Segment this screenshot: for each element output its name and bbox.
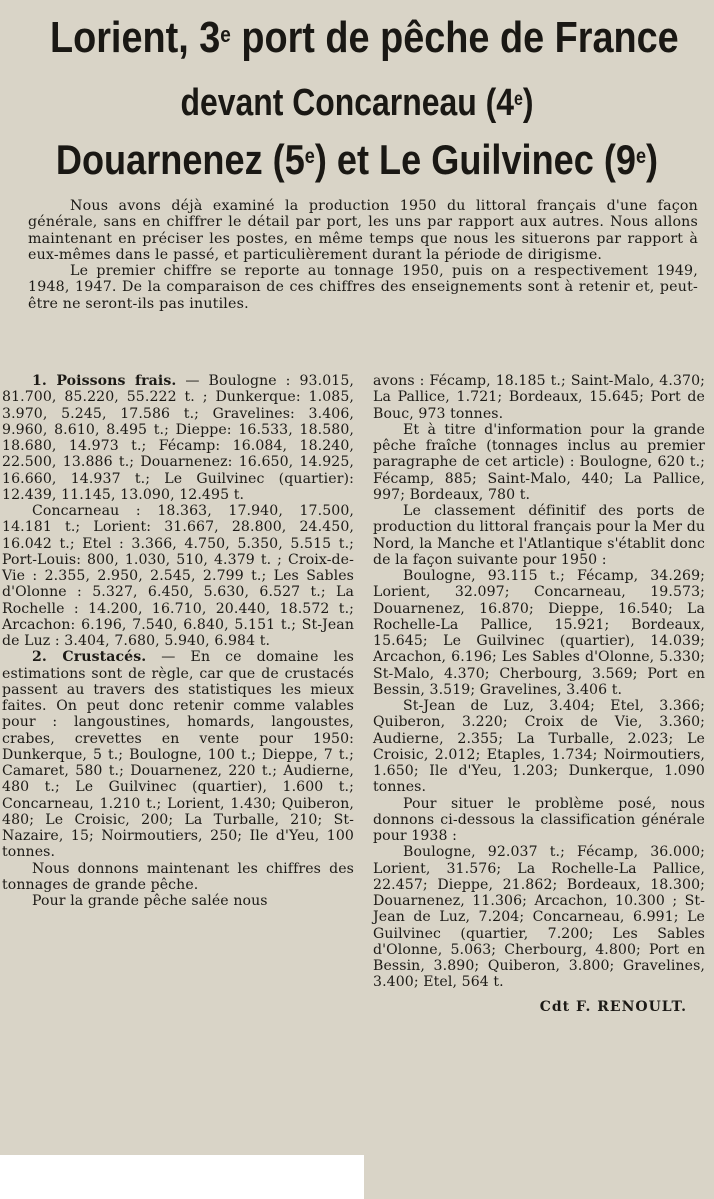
article-column-left [2,373,354,909]
paragraph-concarneau: Concarneau : 18.363, 17.940, 17.500, 14.181 t.; Lorient: 31.667, 28.800, 24.450, 16.042 t.; Etel : 3.366, 4.750, 5.350, 5.515 t.; Port-Louis: 800, 1.030, 510, 4.379 t. ; Croix-de-Vie : 2.355, 2.950, 2.545, 2.799 t.; Les Sables d'Olonne : 5.327, 6.450, 5.630, 6.527 t.; La Rochelle : 14.200, 16.710, 20.440, 18.572 t.; Arcachon: 6.196, 7.540, 6.840, 5.151 t.; St-Jean de Luz : 3.404, 7.680, 5.940, 6.984 t. [2,503,354,649]
section-title: 2. Crustacés. [32,649,147,666]
section-title: 1. Poissons frais. [32,373,177,389]
paragraph-peche-fraiche: Et à titre d'information pour la grande pêche fraîche (tonnages inclus au premier paragraphe de cet article) : Boulogne, 620 t.; Fécamp, 885; Saint-Malo, 440; La Pallice, 997; Bordeaux, 780 t. [373,421,705,503]
article-column-right [373,373,705,1015]
ranking-1950-continued: St-Jean de Luz, 3.404; Etel, 3.366; Quiberon, 3.220; Croix de Vie, 3.360; Audierne, 2.355; La Turballe, 2.023; Le Croisic, 2.012; Etaples, 1.734; Noirmoutiers, 1.650; Ile d'Yeu, 1.203; Dunkerque, 1.090 tonnes. [373,698,705,796]
ranking-1938: Boulogne, 92.037 t.; Fécamp, 36.000; Lorient, 31.576; La Rochelle-La Pallice, 22.457; Dieppe, 21.862; Bordeaux, 18.300; Douarnenez, 11.306; Arcachon, 10.300 ; St-Jean de Luz, 7.204; Concarneau, 6.991; Le Guilvinec (quartier, 7.200; Les Sables d'Olonne, 5.063; Cherbourg, 4.800; Port en Bessin, 3.890; Quiberon, 3.800; Gravelines, 3.400; Etel, 564 t. [373,844,705,991]
headline-line-3: Douarnenez (5e) et Le Guilvinec (9e) [55,136,659,183]
intro-paragraph-1: Nous avons déjà examiné la production 1950 du littoral français d'une façon générale, sans en chiffrer le détail par port, les uns par rapport aux autres. Nous allons maintenant en préciser les postes, en même temps que nous les situerons par rapport à eux-mêmes dans le passé, et particulièrement durant la période de dirigisme. [28,198,698,263]
paragraph-peche-salee: Pour la grande pêche salée nous [32,893,268,909]
blank-margin [0,1155,364,1199]
paragraph-continuation: avons : Fécamp, 18.185 t.; Saint-Malo, 4.370; La Pallice, 1.721; Bordeaux, 15.645; Port de Bouc, 973 tonnes. [373,373,705,422]
paragraph-classement: Le classement définitif des ports de production du littoral français pour la Mer du Nord, la Manche et l'Atlantique s'établit donc de la façon suivante pour 1950 : [373,503,705,568]
ranking-1950: Boulogne, 93.115 t.; Fécamp, 34.269; Lorient, 32.097; Concarneau, 19.573; Douarnenez, 16.870; Dieppe, 16.540; La Rochelle-La Pallice, 15.921; Bordeaux, 15.645; Le Guilvinec (quartier), 14.039; Arcachon, 6.196; Les Sables d'Olonne, 5.330; St-Malo, 4.370; Cherbourg, 3.569; Port en Bessin, 3.519; Gravelines, 3.406 t. [373,568,705,698]
author-signature: Cdt F. RENOULT. [539,998,687,1015]
section-crustaceans: 2. Crustacés. — En ce domaine les estimations sont de règle, car que de crustacés passent au travers des statistiques les mieux faites. On peut donc retenir comme valables pour : langoustines, homards, langoustes, crabes, crevettes en vente pour 1950: Dunkerque, 5 t.; Boulogne, 100 t.; Dieppe, 7 t.; Camaret, 580 t.; Douarnenez, 220 t.; Audierne, 480 t.; Le Guilvinec (quartier), 1.600 t.; Concarneau, 1.210 t.; Lorient, 1.430; Quiberon, 480; Le Croisic, 200; La Turballe, 210; St-Nazaire, 15; Noirmoutiers, 250; Ile d'Yeu, 100 tonnes. [2,649,354,861]
headline-line-1: Lorient, 3e port de pêche de France [49,13,679,62]
paragraph-situer: Pour situer le problème posé, nous donnons ci-dessous la classification générale pour 1938 : [373,795,705,844]
intro-paragraph-2: Le premier chiffre se reporte au tonnage 1950, puis on a respectivement 1949, 1948, 1947. De la comparaison de ces chiffres des enseignements sont à retenir et, peut-être ne seront-ils pas inutiles. [28,263,698,312]
paragraph-grande-peche: Nous donnons maintenant les chiffres des tonnages de grande pêche. [2,860,354,893]
intro-paragraphs [28,198,698,312]
headline-line-2: devant Concarneau (4e) [180,82,534,124]
section-fresh-fish: 1. Poissons frais. — Boulogne : 93.015, 81.700, 85.220, 55.222 t. ; Dunkerque: 1.085, 3.970, 5.245, 17.586 t.; Gravelines: 3.406, 9.960, 8.610, 8.495 t.; Dieppe: 16.533, 18.580, 18.680, 14.973 t.; Fécamp: 16.084, 18.240, 22.500, 13.886 t.; Douarnenez: 16.650, 14.925, 16.660, 14.937 t.; Le Guilvinec (quartier): 12.439, 11.145, 13.090, 12.495 t. [2,373,354,503]
